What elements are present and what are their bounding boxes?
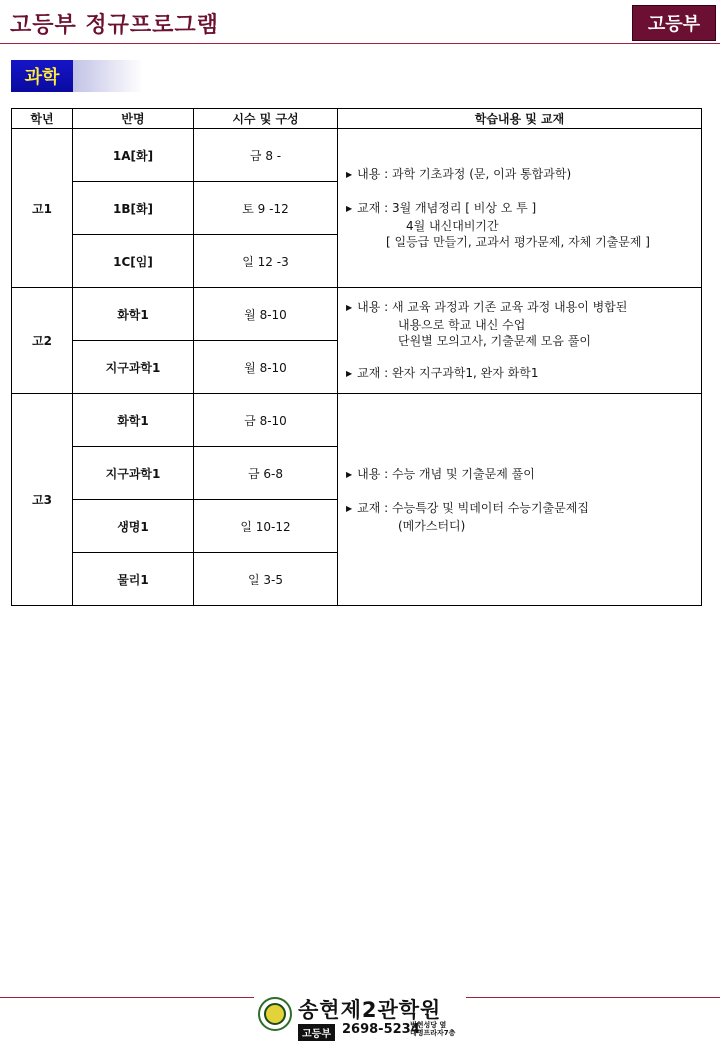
content-line-3: 단원별 모의고사, 기출문제 모음 풀이 (398, 333, 591, 348)
content-text: 내용 : 수능 개념 및 기출문제 풀이 (357, 466, 535, 481)
footer-dept-label: 고등부 (298, 1024, 335, 1041)
schedule-cell: 금 8-10 (194, 394, 338, 447)
schedule-table (11, 108, 702, 606)
header-divider (0, 43, 720, 44)
schedule-cell: 금 6-8 (194, 447, 338, 500)
header-content: 학습내용 및 교재 (338, 109, 702, 129)
header-class: 반명 (73, 109, 194, 129)
bullet-icon: ▶ (346, 302, 353, 312)
content-cell (338, 129, 702, 288)
footer-address-line: 범현성당 옆 (410, 1021, 447, 1029)
class-name-cell: 지구과학1 (73, 447, 194, 500)
footer-divider-right (466, 997, 720, 998)
header-schedule: 시수 및 구성 (194, 109, 338, 129)
table-header-row (12, 109, 702, 129)
book-text: 교재 : 수능특강 및 빅데이터 수능기출문제집 (357, 500, 589, 515)
bullet-icon: ▶ (346, 503, 353, 513)
schedule-cell: 금 8 - (194, 129, 338, 182)
book-text: 교재 : 3월 개념정리 [ 비상 오 투 ] (357, 201, 537, 215)
class-name-cell: 생명1 (73, 500, 194, 553)
academy-logo-icon (258, 997, 292, 1031)
schedule-cell: 일 12 -3 (194, 235, 338, 288)
grade-cell: 고1 (12, 129, 73, 288)
book-text: 교재 : 완자 지구과학1, 완자 화학1 (357, 365, 539, 380)
book-line (346, 365, 693, 383)
class-name-cell: 1B[화] (73, 182, 194, 235)
footer-divider-left (0, 997, 254, 998)
book-line (346, 200, 693, 218)
schedule-cell: 월 8-10 (194, 288, 338, 341)
schedule-cell: 토 9 -12 (194, 182, 338, 235)
footer-phone: 2698-5234 (342, 1022, 420, 1037)
schedule-cell: 일 3-5 (194, 553, 338, 606)
grade-cell: 고2 (12, 288, 73, 394)
table-row (12, 288, 702, 341)
content-line (346, 299, 693, 317)
content-text: 내용 : 과학 기초과정 (문, 이과 통합과학) (357, 167, 572, 181)
schedule-cell: 일 10-12 (194, 500, 338, 553)
class-name-cell: 화학1 (73, 394, 194, 447)
table-row (12, 129, 702, 182)
section-tab-shadow (73, 60, 143, 92)
schedule-cell: 월 8-10 (194, 341, 338, 394)
table-row (12, 394, 702, 447)
class-name-cell: 지구과학1 (73, 341, 194, 394)
content-line-2: 내용으로 학교 내신 수업 (398, 317, 526, 332)
class-name-cell: 1C[임] (73, 235, 194, 288)
page-title: 고등부 정규프로그램 (10, 13, 219, 38)
footer-address (410, 1021, 455, 1037)
content-text: 내용 : 새 교육 과정과 기존 교육 과정 내용이 병합된 (357, 299, 628, 314)
bullet-icon: ▶ (346, 204, 353, 213)
book-line-3: [ 일등급 만들기, 교과서 평가문제, 자체 기출문제 ] (386, 235, 650, 249)
footer-address-line: 대명프라자7층 (410, 1029, 456, 1037)
class-name-cell: 물리1 (73, 553, 194, 606)
book-line-2: 4월 내신대비기간 (406, 219, 499, 233)
class-name-cell: 1A[화] (73, 129, 194, 182)
dept-badge: 고등부 (632, 5, 716, 41)
content-cell (338, 394, 702, 606)
content-line (346, 166, 693, 184)
content-cell (338, 288, 702, 394)
grade-cell: 고3 (12, 394, 73, 606)
section-tab: 과학 (11, 60, 73, 92)
bullet-icon: ▶ (346, 469, 353, 479)
book-line (346, 500, 693, 518)
class-name-cell: 화학1 (73, 288, 194, 341)
academy-name: 송현제2관학원 (298, 998, 442, 1022)
book-line-2: (메가스터디) (398, 518, 466, 533)
bullet-icon: ▶ (346, 368, 353, 378)
content-line (346, 466, 693, 484)
bullet-icon: ▶ (346, 170, 353, 179)
header-grade: 학년 (12, 109, 73, 129)
